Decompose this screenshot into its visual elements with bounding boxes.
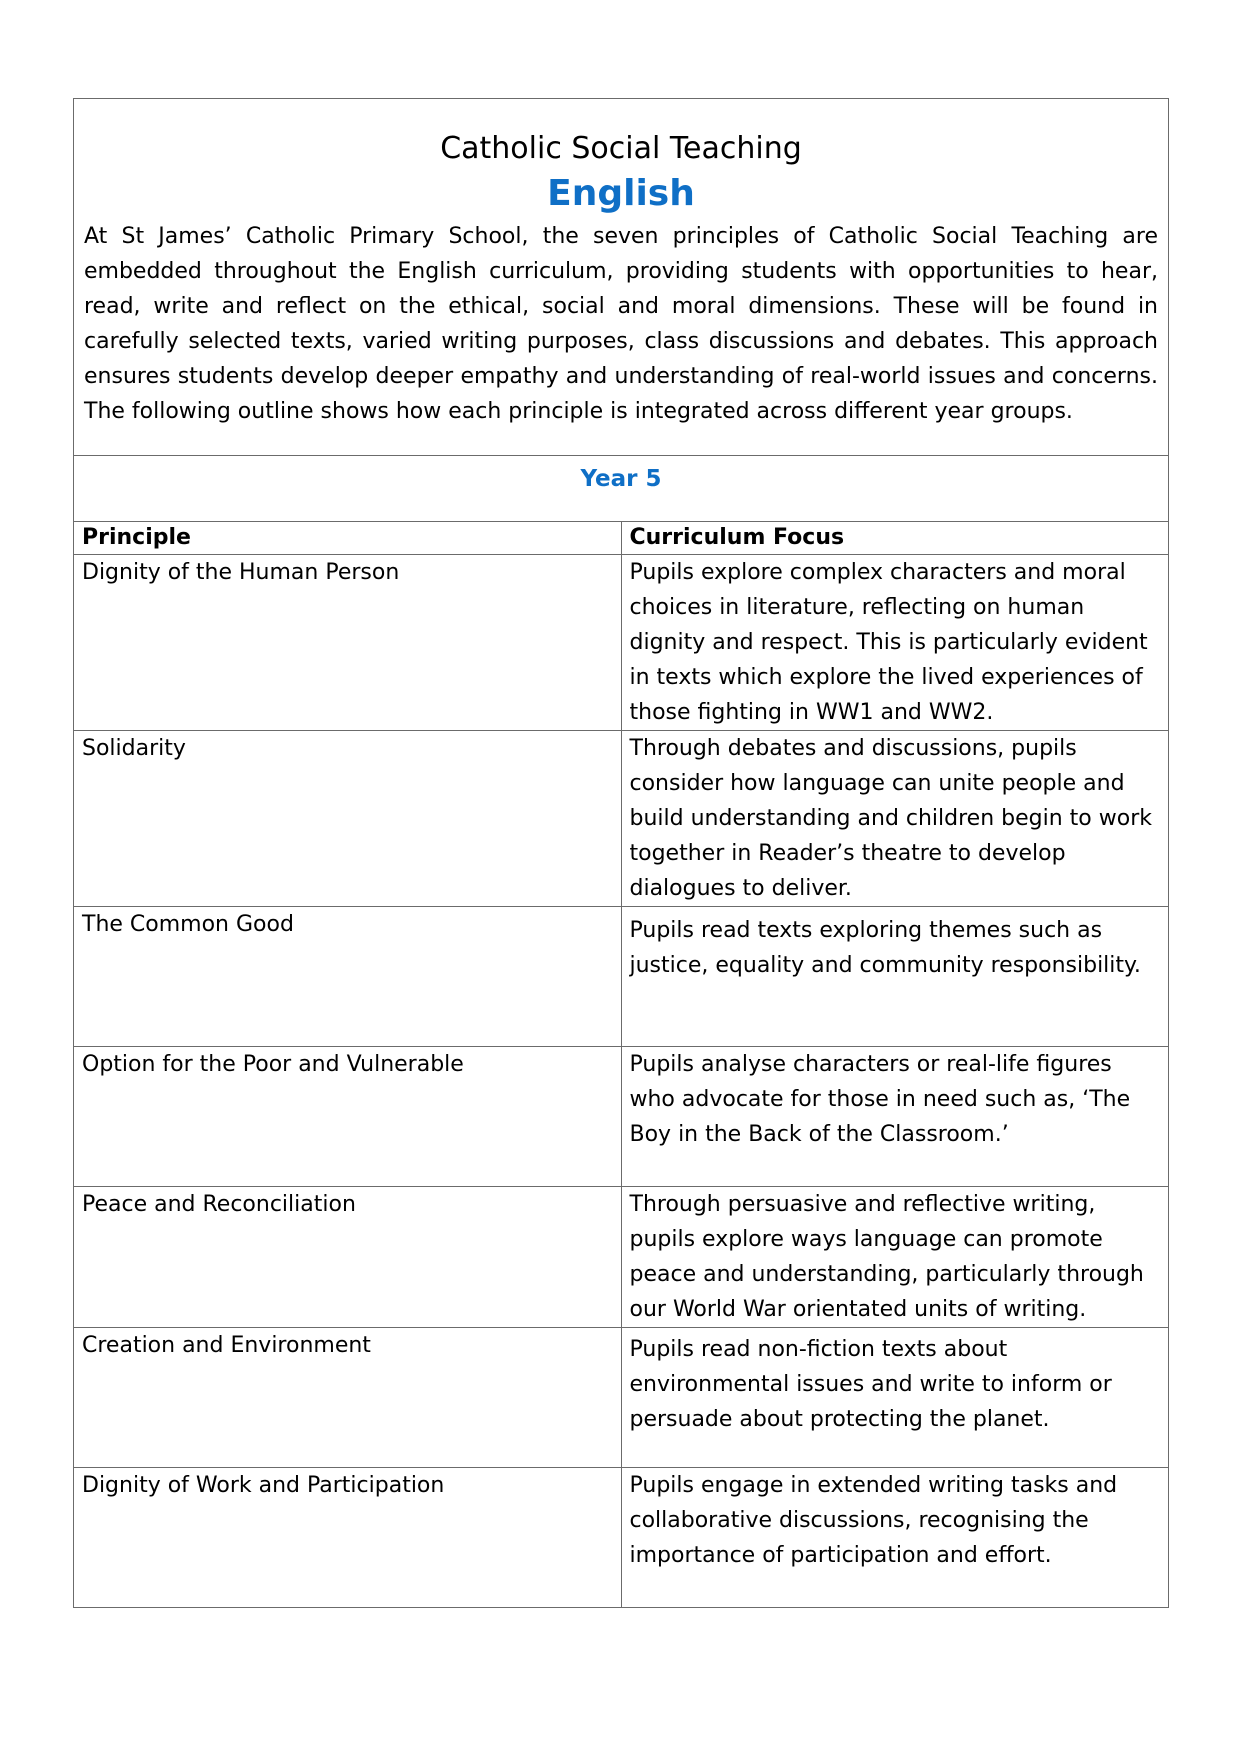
table-row xyxy=(74,1468,1169,1608)
header-principle: Principle xyxy=(74,522,622,555)
table-header-row xyxy=(74,522,1169,555)
table-row xyxy=(74,1328,1169,1468)
document-page xyxy=(73,98,1169,1608)
focus-cell: Through persuasive and reflective writing, pupils explore ways language can promote peace and understanding, particularly through our World War orientated units of writing. xyxy=(621,1187,1169,1328)
header-curriculum-focus: Curriculum Focus xyxy=(621,522,1169,555)
intro-cell xyxy=(74,99,1169,456)
table-row xyxy=(74,555,1169,731)
focus-cell: Pupils read texts exploring themes such as justice, equality and community responsibility. xyxy=(621,907,1169,1047)
intro-paragraph: At St James’ Catholic Primary School, the seven principles of Catholic Social Teaching are embedded throughout the English curriculum, providing students with opportunities to hear, read, write and reflect on the ethical, social and moral dimensions. These will be found in carefully selected texts, varied writing purposes, class discussions and debates. This approach ensures students develop deeper empathy and understanding of real-world issues and concerns. The following outline shows how each principle is integrated across different year groups. xyxy=(84,224,1158,424)
year-heading: Year 5 xyxy=(74,456,1169,522)
subject-heading: English xyxy=(547,173,695,214)
principle-cell: Dignity of the Human Person xyxy=(74,555,622,731)
principle-cell: Option for the Poor and Vulnerable xyxy=(74,1047,622,1187)
table-row xyxy=(74,1187,1169,1328)
principle-cell: Peace and Reconciliation xyxy=(74,1187,622,1328)
principle-cell: The Common Good xyxy=(74,907,622,1047)
table-row xyxy=(74,907,1169,1047)
focus-cell: Pupils explore complex characters and moral choices in literature, reflecting on human dignity and respect. This is particularly evident in texts which explore the lived experiences of those fighting in WW1 and WW2. xyxy=(621,555,1169,731)
principle-cell: Creation and Environment xyxy=(74,1328,622,1468)
focus-cell: Pupils analyse characters or real-life figures who advocate for those in need such as, ‘The Boy in the Back of the Classroom.’ xyxy=(621,1047,1169,1187)
intro-row xyxy=(74,99,1169,456)
year-row xyxy=(74,456,1169,522)
table-row xyxy=(74,731,1169,907)
focus-cell: Pupils read non-fiction texts about environmental issues and write to inform or persuade about protecting the planet. xyxy=(621,1328,1169,1468)
table-row xyxy=(74,1047,1169,1187)
focus-cell: Through debates and discussions, pupils consider how language can unite people and build understanding and children begin to work together in Reader’s theatre to develop dialogues to deliver. xyxy=(621,731,1169,907)
cst-table xyxy=(73,98,1169,1608)
principle-cell: Dignity of Work and Participation xyxy=(74,1468,622,1608)
focus-cell: Pupils engage in extended writing tasks and collaborative discussions, recognising the importance of participation and effort. xyxy=(621,1468,1169,1608)
principle-cell: Solidarity xyxy=(74,731,622,907)
document-title: Catholic Social Teaching xyxy=(440,131,802,166)
